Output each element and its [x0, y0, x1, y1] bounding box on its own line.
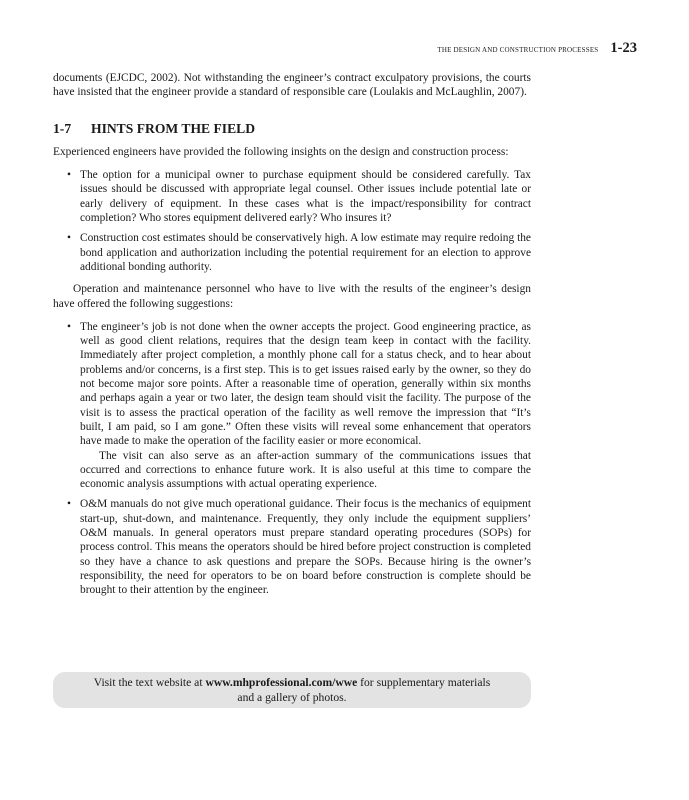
middle-paragraph: Operation and maintenance personnel who have to live with the results of the engineer’s design have offered the following suggestions: [53, 283, 531, 310]
callout-prefix: Visit the text website at [93, 676, 206, 689]
section-title: HINTS FROM THE FIELD [91, 120, 256, 136]
callout-line-2: and a gallery of photos. [237, 691, 347, 704]
page-body [53, 71, 531, 604]
list-item-text: Construction cost estimates should be conservatively high. A low estimate may require redoing the bond application and authorization including the potential requirement for an election to approve additional bonding authority. [80, 232, 531, 273]
callout-line-1 [53, 675, 531, 690]
list-item [53, 320, 531, 492]
section-heading [53, 122, 531, 136]
bullet-icon: • [67, 232, 71, 245]
list-item-text: The engineer’s job is not done when the owner accepts the project. Good engineering practice, as well as good client relations, requires that the design team keep in contact with the facility. Immediately after project completion, a monthly phone call for a status check, and to hear about problems and/or concerns, is a first step. This is to get issues raised early by the owner, so they do not become major sore points. After a reasonable time of operation, generally within six months and perhaps again a year or two later, the design team should visit the facility. The purpose of the visit is to assess the practical operation of the facility as well remove the impression that “It’s built, I am paid, so I am gone.” Often these visits will reveal some enhancement that operators have made to make the operation of the facility easier or more economical. [80, 320, 531, 448]
list-item-text: O&M manuals do not give much operational guidance. Their focus is the mechanics of equipment start-up, shut-down, and maintenance. Frequently, they only include the equipment suppliers’ O&M manuals. In general operators must prepare standard operating procedures (SOPs) for process control. This means the operators should be hired before project construction is completed so they have a chance to ask questions and prepare the SOPs. Because hiring is the owner’s responsibility, the need for operators to be on board before construction is complete should be brought to their attention by the engineer. [80, 498, 531, 597]
bullet-icon: • [67, 320, 71, 333]
website-link[interactable]: www.mhprofessional.com/wwe [205, 676, 358, 689]
hints-list [53, 168, 531, 274]
list-item [53, 168, 531, 225]
section-intro: Experienced engineers have provided the following insights on the design and construction process: [53, 145, 509, 158]
page-header [437, 40, 637, 57]
bullet-icon: • [67, 498, 71, 511]
page-number: 1-23 [610, 40, 637, 56]
bullet-icon: • [67, 169, 71, 182]
running-head: THE DESIGN AND CONSTRUCTION PROCESSES [437, 46, 599, 54]
list-item [53, 231, 531, 274]
lead-paragraph: documents (EJCDC, 2002). Not withstanding the engineer’s contract exculpatory provisions, the courts have insisted that the engineer provide a standard of responsible care (Loulakis and McLaughlin, 2007). [53, 72, 531, 99]
website-callout [53, 672, 531, 708]
list-item-text: The option for a municipal owner to purchase equipment should be considered carefully. Tax issues should be discussed with appropriate legal counsel. Other issues include potential late or early delivery of equipment. In these cases what is the impact/responsibility for contract completion? Who stores equipment delivered early? Who insures it? [80, 169, 531, 225]
callout-suffix: for supplementary materials [357, 676, 491, 689]
section-number: 1-7 [53, 120, 72, 136]
list-item-continuation: The visit can also serve as an after-action summary of the communications issues that occurred and corrections to enhance future work. It is also useful at this time to compare the economic analysis assumptions with actual operating experience. [80, 449, 531, 491]
suggestions-list [53, 320, 531, 598]
list-item [53, 497, 531, 597]
